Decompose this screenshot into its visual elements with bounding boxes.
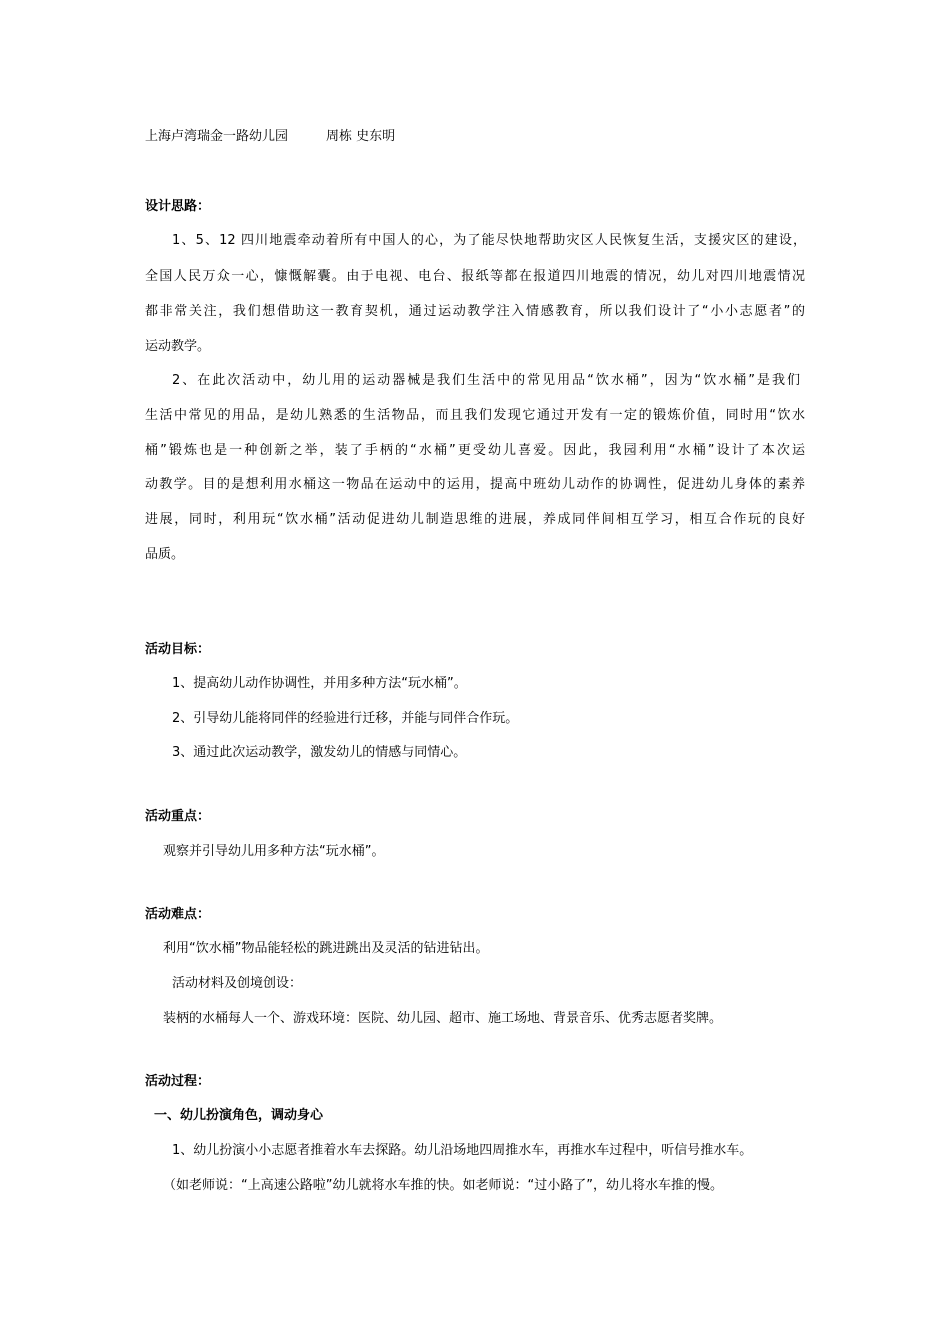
key-point-text: 观察并引导幼儿用多种方法“玩水桶”。	[163, 844, 385, 859]
design-para2-line6: 品质。	[145, 547, 185, 562]
goal-item-3: 3、通过此次运动教学，激发幼儿的情感与同情心。	[172, 745, 467, 760]
difficulty-text: 利用“饮水桶”物品能轻松的跳进跳出及灵活的钻进钻出。	[163, 941, 489, 956]
process-step1-line2: （如老师说：“上高速公路啦”幼儿就将水车推的快。如老师说：“过小路了”，幼儿将水车推的慢。	[163, 1178, 723, 1193]
goal-item-2: 2、引导幼儿能将同伴的经验进行迁移，并能与同伴合作玩。	[172, 711, 519, 726]
design-para2-line2: 生活中常见的用品，是幼儿熟悉的生活物品，而且我们发现它通过开发有一定的锻炼价值，同时用“饮水	[145, 408, 805, 423]
difficulty-heading: 活动难点：	[145, 907, 211, 922]
key-point-heading: 活动重点：	[145, 809, 211, 824]
design-para2-line5: 进展，同时，利用玩“饮水桶”活动促进幼儿制造思维的进展，养成同伴间相互学习，相互合作玩的良好	[145, 512, 805, 527]
materials-text: 装柄的水桶每人一个、游戏环境：医院、幼儿园、超市、施工场地、背景音乐、优秀志愿者奖牌。	[163, 1011, 723, 1026]
design-para1-line3: 都非常关注，我们想借助这一教育契机，通过运动教学注入情感教育，所以我们设计了“小小志愿者”的	[145, 304, 805, 319]
design-para2-line3: 桶”锻炼也是一种创新之举，装了手柄的“水桶”更受幼儿喜爱。因此，我园利用“水桶”设计了本次运	[145, 443, 805, 458]
design-para1-line4: 运动教学。	[145, 339, 211, 354]
author-names: 周栋 史东明	[326, 129, 396, 144]
design-heading: 设计思路：	[145, 199, 211, 214]
header-line	[145, 128, 395, 146]
design-para1-line1: 1、5、12 四川地震牵动着所有中国人的心，为了能尽快地帮助灾区人民恢复生活，支援灾区的建设，	[172, 233, 806, 248]
materials-heading: 活动材料及创境创设：	[172, 976, 303, 991]
goals-heading: 活动目标：	[145, 642, 211, 657]
design-para2-line1: 2、在此次活动中，幼儿用的运动器械是我们生活中的常见用品“饮水桶”，因为“饮水桶”是我们	[172, 373, 800, 388]
goal-item-1: 1、提高幼儿动作协调性，并用多种方法“玩水桶”。	[172, 676, 467, 691]
school-name: 上海卢湾瑞金一路幼儿园	[145, 129, 289, 144]
process-step1-title: 一、幼儿扮演角色，调动身心	[154, 1108, 324, 1123]
process-heading: 活动过程：	[145, 1074, 211, 1089]
design-para1-line2: 全国人民万众一心，慷慨解囊。由于电视、电台、报纸等都在报道四川地震的情况，幼儿对四川地震情况	[145, 269, 805, 284]
process-step1-line1: 1、幼儿扮演小小志愿者推着水车去探路。幼儿沿场地四周推水车，再推水车过程中，听信号推水车。	[172, 1143, 753, 1158]
design-para2-line4: 动教学。目的是想利用水桶这一物品在运动中的运用，提高中班幼儿动作的协调性，促进幼儿身体的素养	[145, 477, 805, 492]
